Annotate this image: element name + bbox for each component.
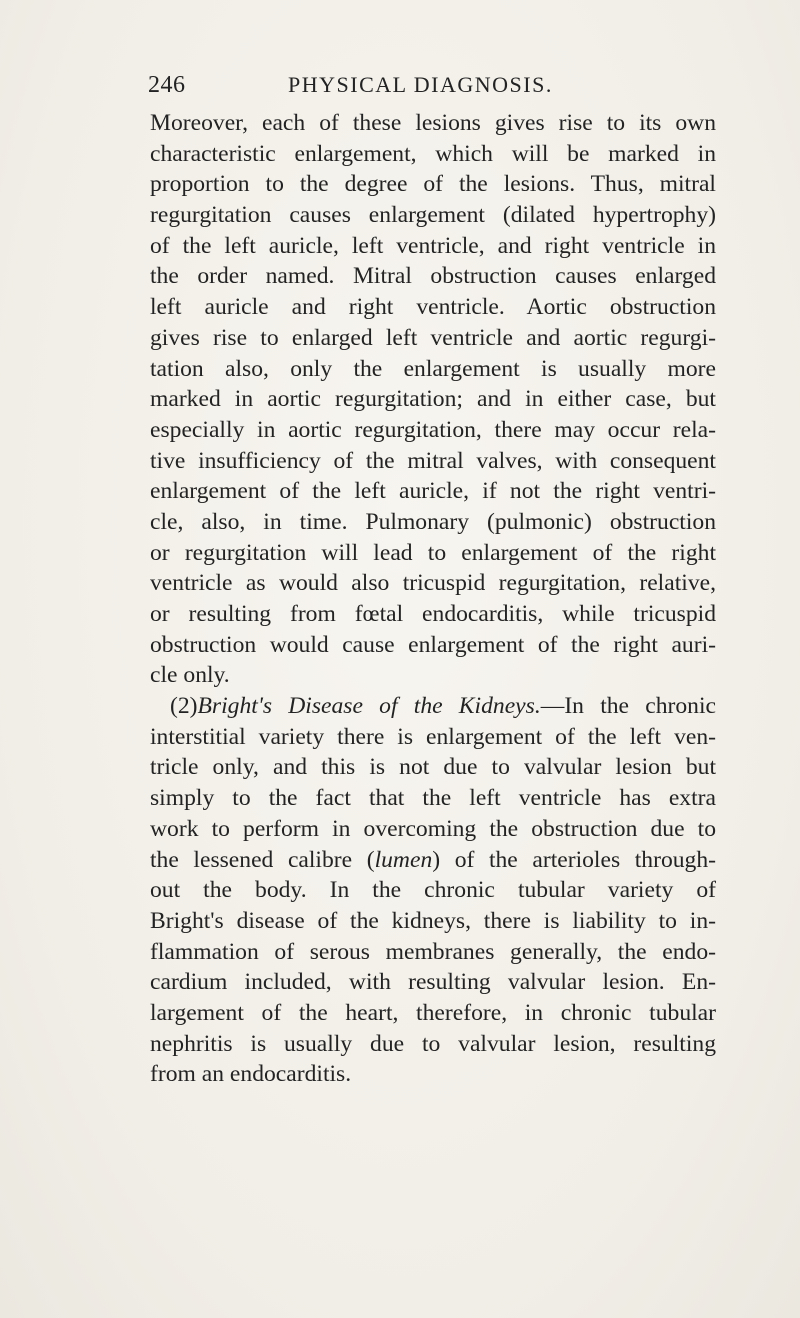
text-line: proportion to the degree of the lesions. Thus, mitral: [150, 171, 716, 198]
text-line: Moreover, each of these lesions gives rise to its own: [150, 110, 716, 136]
body-text: [150, 108, 716, 1090]
calibre-pre: the lessened calibre (: [150, 846, 375, 873]
text-line: largement of the heart, therefore, in chronic tubular: [150, 999, 716, 1026]
text-line: work to perform in overcoming the obstruction due to: [150, 815, 716, 842]
text-line: of the left auricle, left ventricle, and right ventricle in: [150, 232, 716, 259]
text-line: especially in aortic regurgitation, there may occur rela-: [150, 416, 716, 443]
text-line: cle, also, in time. Pulmonary (pulmonic) obstruction: [150, 508, 716, 535]
paragraph-1: [150, 108, 716, 691]
text-line: cardium included, with resulting valvular lesion. En-: [150, 969, 716, 996]
running-title: PHYSICAL DIAGNOSIS.: [288, 72, 553, 97]
text-line: ventricle as would also tricuspid regurgitation, relative,: [150, 570, 716, 597]
text-line: enlargement of the left auricle, if not the right ventri-: [150, 478, 716, 505]
text-line: nephritis is usually due to valvular lesion, resulting: [150, 1030, 716, 1057]
paragraph-2: [150, 691, 716, 1090]
text-line: tive insufficiency of the mitral valves, with consequent: [150, 447, 716, 474]
text-line: cle only.: [150, 662, 230, 689]
text-line: the order named. Mitral obstruction causes enlarged: [150, 263, 716, 290]
text-line: characteristic enlargement, which will be marked in: [150, 140, 716, 167]
text-line: obstruction would cause enlargement of the right auri-: [150, 631, 716, 658]
text-line: tricle only, and this is not due to valvular lesion but: [150, 754, 716, 781]
text-line: regurgitation causes enlargement (dilated hypertrophy): [150, 202, 716, 229]
text-line: interstitial variety there is enlargement of the left ven-: [150, 723, 716, 750]
text-line: [150, 845, 716, 876]
text-line: out the body. In the chronic tubular variety of: [150, 877, 716, 904]
section-heading-line: [150, 691, 716, 722]
section-title: Bright's Disease of the Kidneys.: [197, 693, 541, 720]
page-header: [148, 72, 718, 104]
text-line: gives rise to enlarged left ventricle and aortic regurgi-: [150, 324, 716, 351]
text-line: or regurgitation will lead to enlargement of the right: [150, 539, 716, 566]
text-line: Bright's disease of the kidneys, there is liability to in-: [150, 907, 716, 934]
text-line: or resulting from fœtal endocarditis, while tricuspid: [150, 601, 716, 627]
page-number: 246: [148, 72, 186, 98]
text-line: simply to the fact that the left ventricle has extra: [150, 785, 716, 812]
text-line: tation also, only the enlargement is usually more: [150, 355, 716, 382]
section-number: (2): [170, 693, 198, 720]
text-line: marked in aortic regurgitation; and in either case, but: [150, 386, 716, 413]
lumen-term: lumen: [374, 846, 433, 873]
text-line: flammation of serous membranes generally, the endo-: [150, 938, 716, 965]
calibre-post: ) of the arterioles through-: [432, 846, 716, 873]
text-line: left auricle and right ventricle. Aortic obstruction: [150, 294, 716, 321]
section-heading-rest: —In the chronic: [540, 693, 717, 720]
text-line: from an endocarditis.: [150, 1061, 352, 1088]
